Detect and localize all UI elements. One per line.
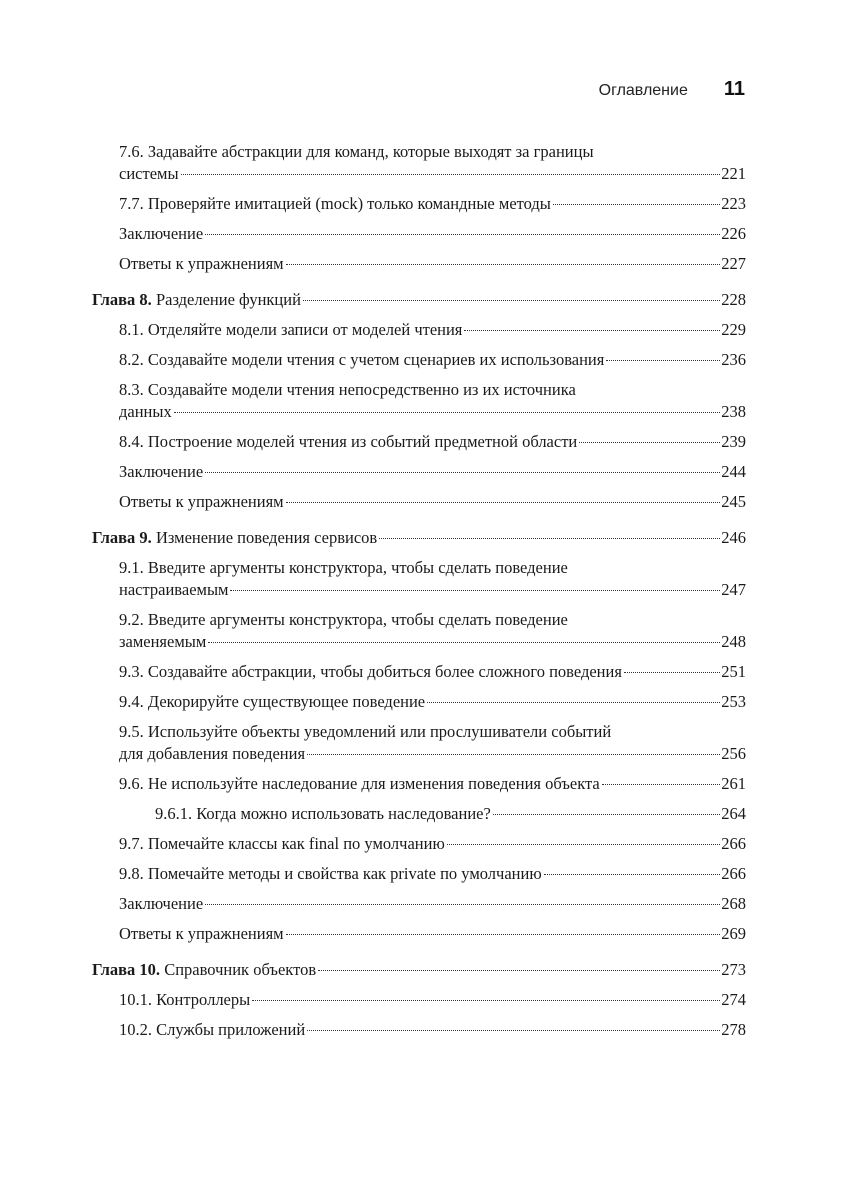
toc-entry-title: 10.1. Контроллеры — [119, 990, 251, 1009]
toc-entry-label — [119, 893, 203, 915]
toc-section[interactable] — [92, 691, 746, 713]
toc-page-number: 266 — [721, 834, 746, 853]
toc-entry-label — [119, 253, 284, 275]
toc-entry-title: 9.7. Помечайте классы как final по умолчанию — [119, 834, 445, 853]
toc-section[interactable] — [92, 349, 746, 371]
toc-entry-title: системы — [119, 164, 179, 183]
toc-entry-row — [119, 833, 746, 855]
dot-leader — [464, 330, 720, 331]
toc-entry-label — [119, 163, 179, 185]
toc-section[interactable] — [92, 721, 746, 765]
toc-entry-title-line: 7.6. Задавайте абстракции для команд, которые выходят за границы — [119, 142, 594, 161]
toc-entry-row — [119, 491, 746, 513]
toc-page-number: 228 — [721, 290, 746, 309]
toc-page-number: 238 — [721, 402, 746, 421]
dot-leader — [624, 672, 720, 673]
toc-entry-row — [119, 893, 746, 915]
toc-entry-title-line: 9.5. Используйте объекты уведомлений или прослушиватели событий — [119, 722, 612, 741]
toc-entry-label — [119, 491, 284, 513]
toc-page-number: 229 — [721, 320, 746, 339]
toc-entry-label — [119, 1019, 305, 1041]
toc-entry-title: Заключение — [119, 224, 204, 243]
dot-leader — [205, 904, 720, 905]
toc-entry-title: 7.7. Проверяйте имитацией (mock) только командные методы — [119, 194, 551, 213]
toc-page-number: 245 — [721, 492, 746, 511]
toc-entry-row — [119, 579, 746, 601]
toc-entry-label — [119, 923, 284, 945]
toc-entry-row — [119, 989, 746, 1011]
toc-section[interactable] — [92, 1019, 746, 1041]
dot-leader — [318, 970, 720, 971]
toc-entry-title: Ответы к упражнениям — [119, 254, 284, 273]
toc-entry-label — [119, 461, 203, 483]
toc-entry-row — [119, 349, 746, 371]
toc-entry-row — [119, 631, 746, 653]
toc-entry-label — [119, 691, 425, 713]
toc-section[interactable] — [92, 141, 746, 185]
dot-leader — [493, 814, 720, 815]
toc-page-number: 274 — [721, 990, 746, 1009]
toc-entry-title: 10.2. Службы приложений — [119, 1020, 306, 1039]
toc-entry-title: 9.4. Декорируйте существующее поведение — [119, 692, 426, 711]
dot-leader — [286, 264, 721, 265]
toc-page-number: 221 — [721, 164, 746, 183]
toc-entry-row — [119, 253, 746, 275]
toc-entry-row — [155, 803, 746, 825]
dot-leader — [427, 702, 720, 703]
toc-entry-label — [119, 401, 172, 423]
toc-entry-row — [119, 319, 746, 341]
dot-leader — [286, 934, 721, 935]
toc-page-number: 268 — [721, 894, 746, 913]
dot-leader — [553, 204, 720, 205]
toc-section[interactable] — [92, 319, 746, 341]
toc-entry-title: настраиваемым — [119, 580, 229, 599]
toc-page-number: 278 — [721, 1020, 746, 1039]
toc-page-number: 264 — [721, 804, 746, 823]
dot-leader — [230, 590, 720, 591]
toc-page-number: 248 — [721, 632, 746, 651]
toc-section[interactable] — [92, 833, 746, 855]
toc-section[interactable] — [92, 253, 746, 275]
toc-section[interactable] — [92, 557, 746, 601]
toc-entry-title-line: 8.3. Создавайте модели чтения непосредственно из их источника — [119, 380, 576, 399]
toc-entry-title: Заключение — [119, 462, 204, 481]
dot-leader — [205, 472, 720, 473]
toc-entry-row — [92, 527, 746, 549]
toc-entry-row — [119, 743, 746, 765]
toc-page-number: 223 — [721, 194, 746, 213]
dot-leader — [447, 844, 720, 845]
toc-entry-label — [119, 989, 250, 1011]
toc-entry-title: 8.2. Создавайте модели чтения с учетом сценариев их использования — [119, 350, 605, 369]
toc-entry-label — [119, 863, 542, 885]
toc-entry-title: Разделение функций — [155, 290, 301, 309]
toc-section[interactable] — [92, 379, 746, 423]
toc-entry-label — [119, 743, 305, 765]
header-title: Оглавление — [598, 82, 688, 99]
table-of-contents — [92, 141, 746, 1049]
dot-leader — [174, 412, 721, 413]
toc-entry-row — [119, 163, 746, 185]
toc-section[interactable] — [92, 893, 746, 915]
toc-entry-row — [119, 223, 746, 245]
toc-entry-row — [119, 461, 746, 483]
toc-entry-title: 8.4. Построение моделей чтения из событий предметной области — [119, 432, 578, 451]
toc-section[interactable] — [92, 431, 746, 453]
toc-entry-title: 9.8. Помечайте методы и свойства как private по умолчанию — [119, 864, 542, 883]
chapter-number: Глава 8. — [92, 290, 152, 309]
toc-entry-label — [92, 527, 377, 549]
toc-entry-title: 9.3. Создавайте абстракции, чтобы добиться более сложного поведения — [119, 662, 622, 681]
toc-section[interactable] — [92, 491, 746, 513]
toc-chapter[interactable] — [92, 289, 746, 311]
toc-page-number: 244 — [721, 462, 746, 481]
toc-entry-row — [119, 773, 746, 795]
toc-entry-title: 8.1. Отделяйте модели записи от моделей чтения — [119, 320, 463, 339]
toc-entry-row — [92, 959, 746, 981]
toc-entry-row — [119, 661, 746, 683]
toc-section[interactable] — [92, 773, 746, 795]
chapter-number: Глава 9. — [92, 528, 152, 547]
toc-entry-label — [119, 349, 604, 371]
toc-page-number: 251 — [721, 662, 746, 681]
toc-entry-row — [119, 863, 746, 885]
toc-entry-row — [119, 691, 746, 713]
toc-page-number: 273 — [721, 960, 746, 979]
toc-entry-title: 9.6. Не используйте наследование для изменения поведения объекта — [119, 774, 600, 793]
toc-page-number: 246 — [721, 528, 746, 547]
toc-entry-row — [119, 193, 746, 215]
toc-entry-row — [119, 401, 746, 423]
toc-page-number: 256 — [721, 744, 746, 763]
toc-chapter[interactable] — [92, 527, 746, 549]
dot-leader — [379, 538, 720, 539]
toc-entry-row — [119, 1019, 746, 1041]
dot-leader — [205, 234, 720, 235]
toc-page-number: 266 — [721, 864, 746, 883]
toc-entry-title: Заключение — [119, 894, 204, 913]
toc-page-number: 247 — [721, 580, 746, 599]
dot-leader — [606, 360, 720, 361]
toc-entry-row — [119, 431, 746, 453]
dot-leader — [307, 754, 720, 755]
toc-entry-title: Изменение поведения сервисов — [155, 528, 378, 547]
toc-entry-label — [119, 773, 600, 795]
toc-page-number: 227 — [721, 254, 746, 273]
toc-entry-label — [119, 833, 445, 855]
toc-section[interactable] — [92, 609, 746, 653]
toc-section[interactable] — [92, 193, 746, 215]
toc-entry-label — [119, 579, 228, 601]
toc-page-number: 226 — [721, 224, 746, 243]
toc-section[interactable] — [92, 863, 746, 885]
toc-entry-title: Ответы к упражнениям — [119, 924, 284, 943]
toc-entry-title: данных — [119, 402, 172, 421]
toc-page-number: 253 — [721, 692, 746, 711]
dot-leader — [252, 1000, 720, 1001]
dot-leader — [602, 784, 721, 785]
dot-leader — [208, 642, 720, 643]
toc-section[interactable] — [92, 223, 746, 245]
toc-entry-label — [119, 431, 577, 453]
toc-entry-title-line: 9.2. Введите аргументы конструктора, чтобы сделать поведение — [119, 610, 568, 629]
toc-entry-label — [119, 631, 206, 653]
toc-section[interactable] — [92, 661, 746, 683]
toc-entry-row — [92, 289, 746, 311]
toc-entry-label — [119, 661, 622, 683]
toc-entry-label — [92, 289, 301, 311]
toc-section[interactable] — [92, 461, 746, 483]
toc-entry-label — [119, 193, 551, 215]
toc-chapter[interactable] — [92, 959, 746, 981]
toc-entry-label — [119, 319, 462, 341]
chapter-number: Глава 10. — [92, 960, 161, 979]
dot-leader — [579, 442, 720, 443]
toc-entry-label — [155, 803, 491, 825]
dot-leader — [303, 300, 720, 301]
toc-subsection[interactable] — [92, 803, 746, 825]
page-number: 11 — [723, 78, 745, 100]
toc-section[interactable] — [92, 923, 746, 945]
toc-entry-label — [92, 959, 316, 981]
running-header — [599, 78, 745, 101]
toc-entry-title: заменяемым — [119, 632, 207, 651]
toc-section[interactable] — [92, 989, 746, 1011]
toc-entry-title: Справочник объектов — [164, 960, 317, 979]
toc-entry-title: 9.6.1. Когда можно использовать наследование? — [155, 804, 491, 823]
toc-entry-title: для добавления поведения — [119, 744, 306, 763]
toc-entry-title-line: 9.1. Введите аргументы конструктора, чтобы сделать поведение — [119, 558, 568, 577]
toc-entry-label — [119, 223, 203, 245]
dot-leader — [307, 1030, 720, 1031]
toc-entry-row — [119, 923, 746, 945]
toc-entry-title: Ответы к упражнениям — [119, 492, 284, 511]
toc-page-number: 239 — [721, 432, 746, 451]
toc-page-number: 269 — [721, 924, 746, 943]
dot-leader — [286, 502, 721, 503]
toc-page-number: 261 — [721, 774, 746, 793]
dot-leader — [544, 874, 721, 875]
toc-page-number: 236 — [721, 350, 746, 369]
dot-leader — [181, 174, 721, 175]
